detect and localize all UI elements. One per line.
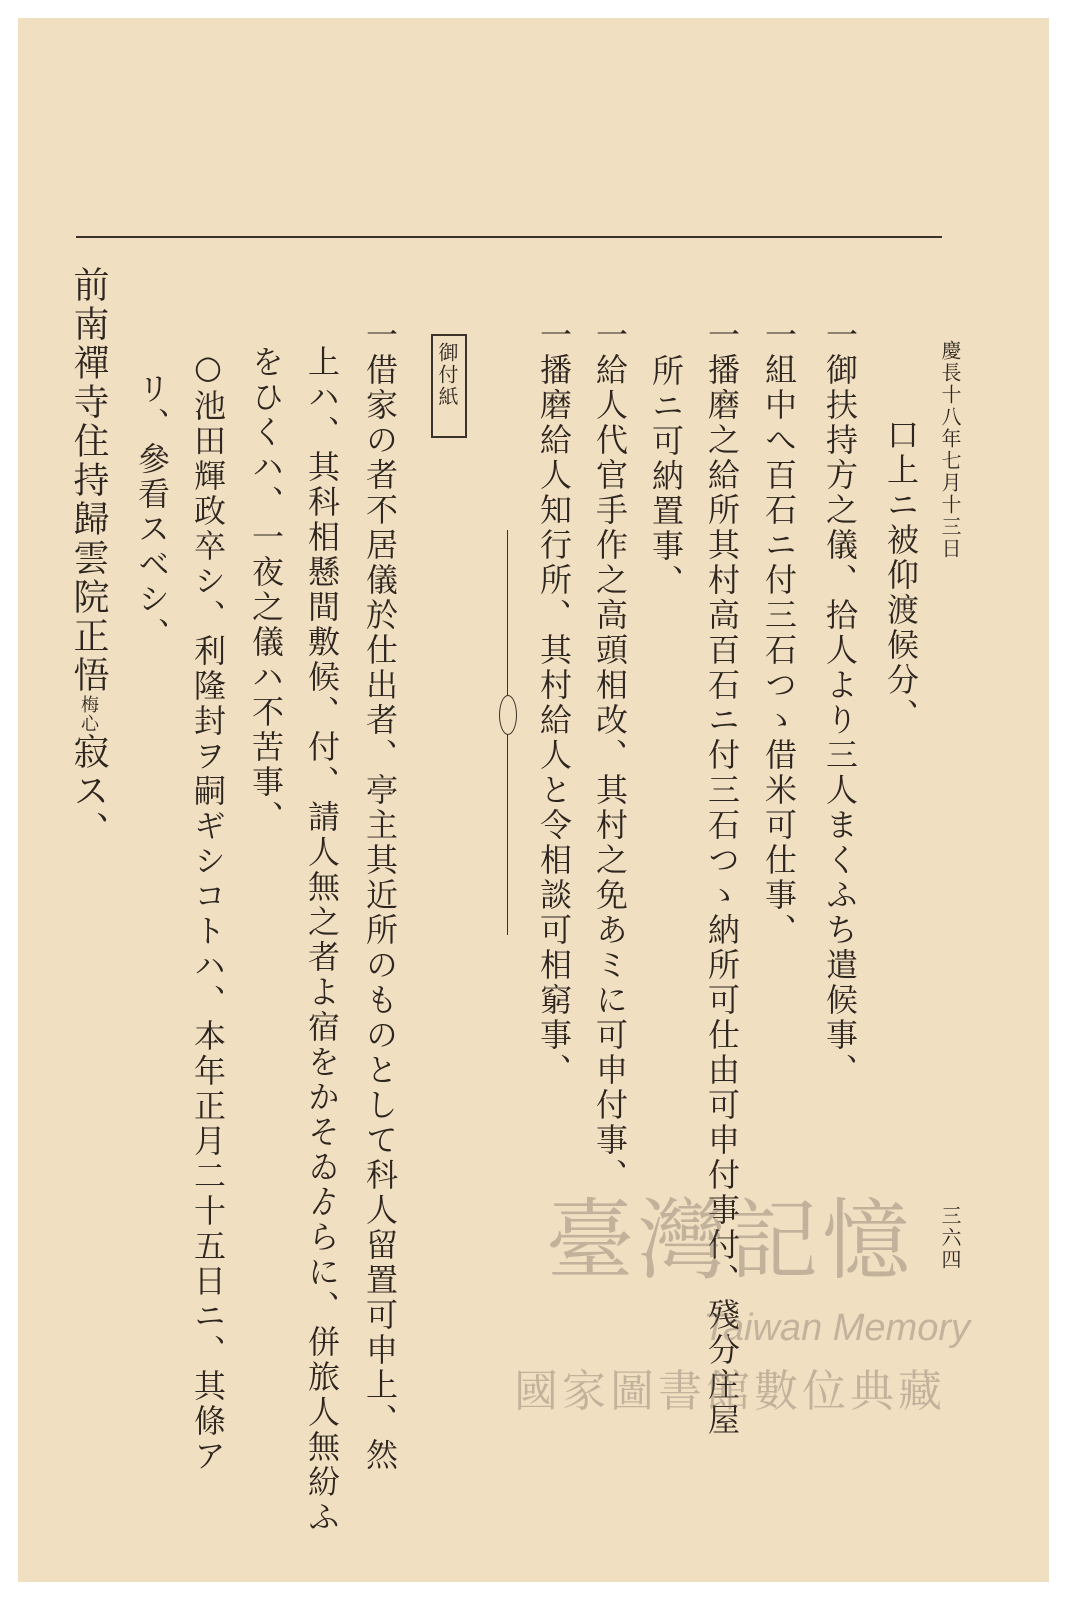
lower-column-5: リ、參看スベシ、 — [133, 372, 171, 652]
horizontal-rule — [76, 236, 942, 238]
text-column-2: 一組中へ百石ニ付三石つゝ借米可仕事、 — [760, 318, 798, 948]
watermark-main: 臺灣記憶 — [545, 1189, 914, 1292]
lower-column-4: ○池田輝政卒シ、利隆封ヲ嗣ギシコトハ、本年正月二十五日ニ、其條ア — [189, 348, 227, 1474]
next-heading-note: 梅心 — [78, 695, 99, 733]
watermark-sub: Taiwan Memory — [703, 1307, 970, 1349]
divider-ornament — [499, 695, 517, 735]
text-column-oral: 口上ニ被仰渡候分、 — [882, 418, 920, 733]
box-label — [431, 334, 467, 438]
date-header: 慶長十八年七月十三日 — [938, 340, 962, 560]
box-label-text: 御付紙 — [435, 342, 459, 408]
lower-column-3: をひくハ、一夜之儀ハ不苦事、 — [247, 345, 285, 835]
page-number: 三六四 — [938, 1205, 962, 1271]
text-column-1: 一御扶持方之儀、拾人より三人まくふち遣候事、 — [821, 318, 859, 1088]
next-heading-main: 前南禪寺住持歸雲院正悟 — [68, 266, 109, 695]
text-column-4: 所ニ可納置事、 — [647, 354, 685, 599]
next-heading-end: 寂ス、 — [68, 733, 109, 850]
watermark-institution: 國家圖書館數位典藏 — [514, 1366, 946, 1417]
text-column-5: 一給人代官手作之高頭相改、其村之免あミに可申付事、 — [591, 318, 629, 1193]
lower-column-2: 上ハ、其科相懸間敷候、付、請人無之者よ宿をかそゐゟらに、併旅人無紛ふ — [303, 345, 341, 1535]
next-heading — [68, 266, 109, 850]
lower-column-1: 一借家の者不居儀於仕出者、亭主其近所のものとして科人留置可申上、然 — [361, 318, 399, 1473]
text-column-3: 一播磨之給所其村高百石ニ付三石つゝ納所可仕由可申付事付、殘分庄屋 — [703, 318, 741, 1438]
text-column-6: 一播磨給人知行所、其村給人と令相談可相窮事、 — [535, 318, 573, 1088]
